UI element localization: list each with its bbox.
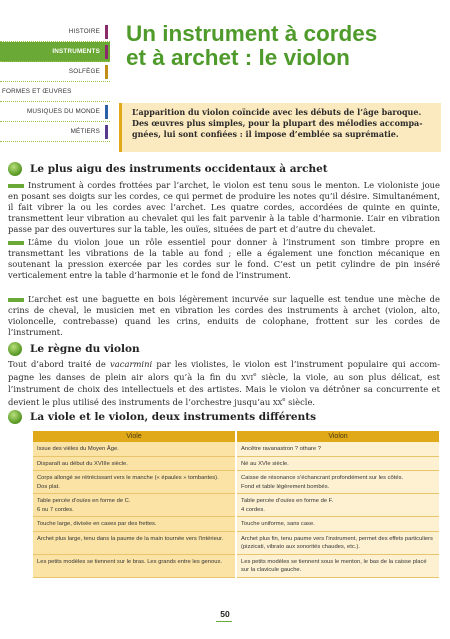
paragraph-marker xyxy=(8,298,24,302)
table-cell-violon: Ancêtre ravanastron ? othare ? xyxy=(236,442,439,456)
paragraph-4: Tout d’abord traité de vacarmini par les violistes, le violon est l’instrument populaire qui accompagne les danses de plein air alors qu’à la fin du XVIe siècle, la viole, au son plus délicat, est l’instrument de choix des intellectuels et des artistes. Mais le violon va détrôner sa concurrente et devient le plus utilisé des instruments de l’orchestre jusqu’au XXe siècle. xyxy=(8,359,440,407)
menu-color-bar xyxy=(105,125,108,139)
table-row xyxy=(33,531,439,554)
paragraph-marker xyxy=(8,241,24,245)
table-row xyxy=(33,517,439,532)
table-row xyxy=(33,554,439,577)
paragraph-3: L’archet est une baguette en bois légèrement incurvée sur laquelle est tendue une mèche de crins de cheval, le musicien met en vibration les cordes des instruments à archet (violon, alto, violoncelle, contrebasse) quand les crins, enduits de colophane, frottent sur les cordes de l’instrument. xyxy=(8,294,440,338)
page-number-underline xyxy=(216,621,232,622)
section-heading-1: Le plus aigu des instruments occidentaux à archet xyxy=(8,162,328,176)
table-cell-viole: Archet plus large, tenu dans la paume de la main tournée vers l’intérieur. xyxy=(33,531,236,554)
paragraph-marker xyxy=(8,184,24,188)
table-cell-viole: Corps allongé se rétrécissant vers le manche (« épaules » tombantes). Dos plat. xyxy=(33,471,236,494)
table-cell-viole: Touche large, divisée en cases par des frettes. xyxy=(33,517,236,532)
menu-color-bar xyxy=(105,65,108,79)
table-header-violon: Violon xyxy=(236,431,439,442)
paragraph-2: L’âme du violon joue un rôle essentiel pour donner à l’instrument son timbre propre en transmettant les vibrations de la table au fond ; elle a également une fonction mécanique en soutenant la pression exercée par les cordes sur le fond. C’est un petit cylindre de pin inséré verticalement entre la table d’harmonie et le fond de l’instrument. xyxy=(8,237,440,281)
table-row xyxy=(33,456,439,471)
paragraph-1: Instrument à cordes frottées par l’archet, le violon est tenu sous le menton. Le violoniste joue en posant ses doigts sur les cordes, ce qui permet de produire les notes qu’il désire. Simultanément, il fait vibrer la ou les cordes avec l’archet. Les quatre cordes, accordées de quinte en quinte, transmettent leur vibration au chevalet qui les fait parvenir à la table d’harmonie. L’air en vibration passe par des ouvertures sur la table, les ouïes, situées de part et d’autre du chevalet. xyxy=(8,180,440,235)
menu-color-bar xyxy=(105,105,108,119)
table-row xyxy=(33,471,439,494)
intro-box: L’apparition du violon coïncide avec les débuts de l’âge baroque. Des œuvres plus simples, pour la plupart des mélodies accompagnées, lui sont confiées : il impose d’emblée sa suprématie. xyxy=(119,103,441,152)
menu-color-bar xyxy=(105,25,108,39)
table-header-viole: Viole xyxy=(33,431,236,442)
table-row xyxy=(33,442,439,456)
page-number: 50 xyxy=(220,609,230,619)
section-heading-2: Le règne du violon xyxy=(8,342,140,356)
table-cell-violon: Caisse de résonance s’échancrant profondément sur les côtés. Fond et table légèrement bombés. xyxy=(236,471,439,494)
menu-item-metiers[interactable]: MÉTIERS xyxy=(0,122,110,142)
menu-item-histoire[interactable]: HISTOIRE xyxy=(0,22,110,42)
table-cell-viole: Disparaît au début du XVIIIe siècle. xyxy=(33,456,236,471)
menu-color-bar xyxy=(105,45,108,59)
table-cell-viole: Table percée d’ouïes en forme de C. 6 ou 7 cordes. xyxy=(33,494,236,517)
menu-item-instruments[interactable]: INSTRUMENTS xyxy=(0,42,110,62)
section-bullet-icon xyxy=(8,342,22,356)
section-heading-3: La viole et le violon, deux instruments différents xyxy=(8,410,316,424)
section-bullet-icon xyxy=(8,162,22,176)
page-title: Un instrument à cordes et à archet : le violon xyxy=(126,21,378,70)
section-bullet-icon xyxy=(8,410,22,424)
table-cell-violon: Les petits modèles se tiennent sous le menton, le bas de la caisse placé sur la clavicule gauche. xyxy=(236,554,439,577)
menu-item-musiques-du-monde[interactable]: MUSIQUES DU MONDE xyxy=(0,102,110,122)
comparison-table xyxy=(33,431,439,578)
menu-item-solfege[interactable]: SOLFÈGE xyxy=(0,62,110,82)
table-cell-violon: Né au XVIe siècle. xyxy=(236,456,439,471)
table-cell-viole: Les petits modèles se tiennent sur le bras. Les grands entre les genoux. xyxy=(33,554,236,577)
table-cell-violon: Archet plus fin, tenu paume vers l’instrument, permet des effets particuliers (pizzicati, vibrato aux sonorités chaudes, etc.). xyxy=(236,531,439,554)
table-cell-violon: Touche uniforme, sans case. xyxy=(236,517,439,532)
table-row xyxy=(33,494,439,517)
table-cell-violon: Table percée d’ouïes en forme de F. 4 cordes. xyxy=(236,494,439,517)
menu-item-formes-et-oeuvres[interactable]: FORMES ET ŒUVRES xyxy=(0,82,110,102)
table-cell-viole: Issue des vièles du Moyen Âge. xyxy=(33,442,236,456)
side-menu xyxy=(0,22,110,142)
